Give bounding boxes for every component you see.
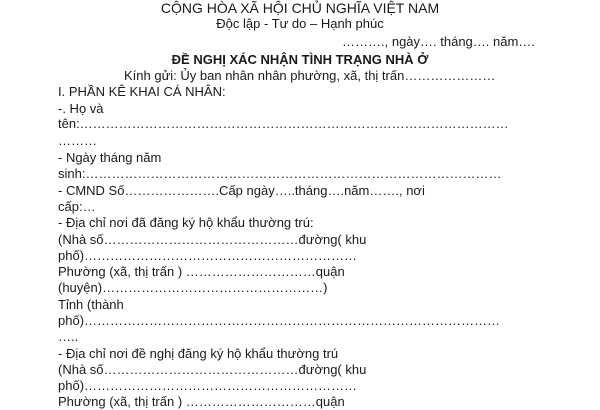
- form-line: ………: [58, 133, 97, 148]
- recipient-line: Kính gửi: Ủy ban nhân nhân phường, xã, thị trấn…………………: [124, 68, 496, 83]
- date-line: ………., ngày…. tháng…. năm….: [342, 34, 535, 49]
- form-line: - Địa chỉ nơi đã đăng ký hộ khẩu thường trú:: [58, 215, 314, 230]
- form-line: - Địa chỉ nơi đề nghị đăng ký hộ khẩu thường trú: [58, 346, 339, 361]
- form-line: phố)………………………………………………………: [58, 248, 358, 263]
- form-line: phố)………………………………………………………: [58, 378, 358, 393]
- form-line: Phường (xã, thị trấn ) …………………………quận: [58, 264, 345, 279]
- form-line: (Nhà số………………………………………đường( khu: [58, 232, 367, 247]
- form-line: phố)……………………………………………………………………………………: [58, 313, 501, 328]
- form-line: sinh:……………………………………………………………………………………: [58, 166, 502, 181]
- section-heading: I. PHẦN KÊ KHAI CÁ NHÂN:: [58, 84, 226, 99]
- motto: Độc lập - Tư do – Hạnh phúc: [216, 16, 384, 31]
- document-title: ĐỀ NGHỊ XÁC NHẬN TÌNH TRẠNG NHÀ Ở: [171, 52, 429, 67]
- form-line: cấp:…: [58, 199, 96, 214]
- form-line: …..: [58, 329, 79, 344]
- form-line: -. Họ và: [58, 101, 104, 116]
- form-line: (huyện)……………………………………………): [58, 280, 328, 295]
- form-line: tên:………………………………………………………………………………………: [58, 116, 509, 131]
- country-heading: CỘNG HÒA XÃ HỘI CHỦ NGHĨA VIỆT NAM: [160, 0, 440, 16]
- form-line: - CMND Số………………….Cấp ngày…..tháng….năm……., nơi: [58, 183, 425, 198]
- form-line: - Ngày tháng năm: [58, 150, 162, 165]
- form-line: Tỉnh (thành: [58, 297, 124, 312]
- form-line: (Nhà số………………………………………đường( khu: [58, 362, 367, 377]
- form-line: Phường (xã, thị trấn ) …………………………quận: [58, 394, 345, 409]
